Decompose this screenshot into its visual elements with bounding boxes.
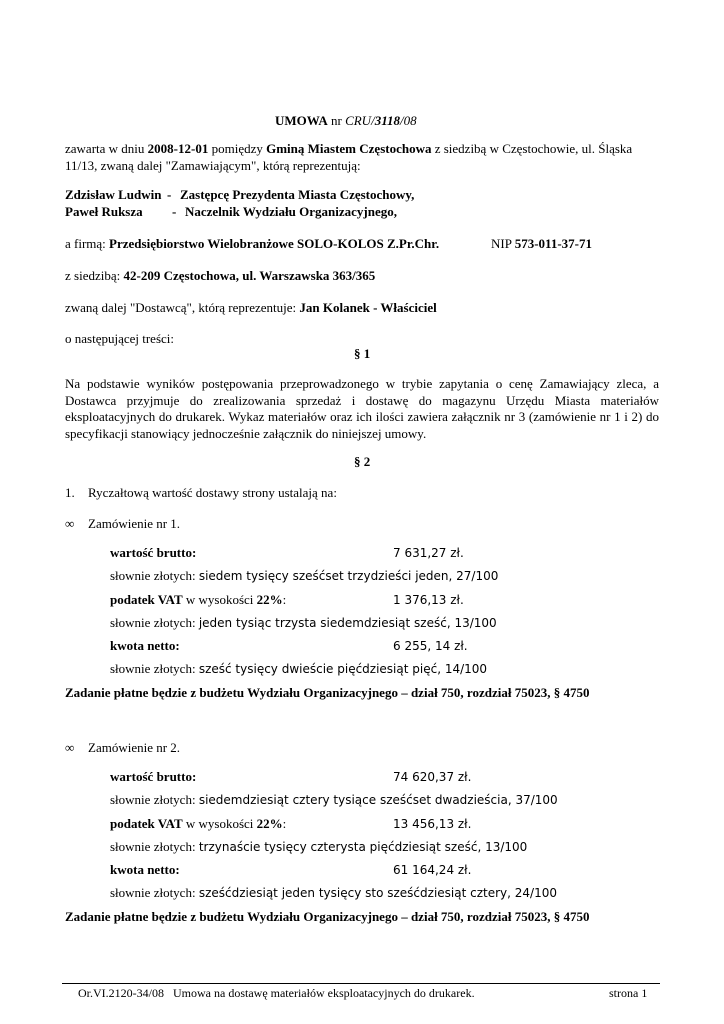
order-title: ∞ Zamówienie nr 1. [65, 516, 181, 531]
title-nr: nr [330, 113, 342, 128]
title-number: 3118 [374, 113, 400, 128]
net-label: kwota netto: [110, 638, 180, 653]
vat-words: słownie złotych: trzynaście tysięcy czterysta pięćdziesiąt sześć, 13/100 [110, 839, 528, 854]
budget-note: Zadanie płatne będzie z budżetu Wydziału Organizacyjnego – dział 750, rozdział 75023, § 4750 [65, 685, 590, 700]
representative-row: Paweł Ruksza - Naczelnik Wydziału Organizacyjnego, [65, 204, 397, 219]
company-line: a firmą: Przedsiębiorstwo Wielobranżowe SOLO-KOLOS Z.Pr.Chr. [65, 236, 440, 251]
vat-label: podatek VAT w wysokości 22%: [110, 816, 287, 831]
gross-words: słownie złotych: siedemdziesiąt cztery tysiące sześćset dwadzieścia, 37/100 [110, 792, 558, 807]
gross-label: wartość brutto: [110, 545, 197, 560]
gross-value: 7 631,27 zł. [393, 546, 464, 560]
section-2-heading: § 2 [354, 454, 371, 469]
party-name: Gminą Miastem Częstochowa [266, 141, 432, 156]
contract-date: 2008-12-01 [147, 141, 209, 156]
title-prefix: CRU/ [345, 113, 375, 128]
bullet-icon: ∞ [65, 516, 75, 531]
footer-reference: Or.VI.2120-34/08 Umowa na dostawę materiałów eksploatacyjnych do drukarek. [78, 986, 475, 1000]
title-label: UMOWA [275, 113, 328, 128]
net-words: słownie złotych: sześćdziesiąt jeden tysięcy sto sześćdziesiąt cztery, 24/100 [110, 885, 557, 900]
representative-role: Naczelnik Wydziału Organizacyjnego, [185, 204, 397, 219]
nip-number: 573-011-37-71 [514, 236, 592, 251]
order-title: ∞ Zamówienie nr 2. [65, 740, 181, 755]
net-value: 6 255, 14 zł. [393, 639, 468, 653]
supplier-line: zwaną dalej "Dostawcą", którą reprezentuje: Jan Kolanek - Właściciel [65, 300, 437, 315]
company-nip: NIP 573-011-37-71 [491, 236, 592, 251]
intro-line-2: 11/13, zwaną dalej "Zamawiającym", którą reprezentują: [65, 158, 361, 173]
bullet-icon: ∞ [65, 740, 75, 755]
seat-address: 42-209 Częstochowa, ul. Warszawska 363/365 [123, 268, 376, 283]
budget-note: Zadanie płatne będzie z budżetu Wydziału Organizacyjnego – dział 750, rozdział 75023, § 4750 [65, 909, 590, 924]
company-name: Przedsiębiorstwo Wielobranżowe SOLO-KOLOS Z.Pr.Chr. [109, 236, 440, 251]
representative-name: Zdzisław Ludwin [65, 187, 162, 202]
section-1-heading: § 1 [354, 346, 371, 361]
seat-line: z siedzibą: 42-209 Częstochowa, ul. Warszawska 363/365 [65, 268, 376, 283]
section-2-point-1: 1. Ryczałtową wartość dostawy strony ustalają na: [65, 485, 337, 500]
supplier-representative: Jan Kolanek - Właściciel [299, 300, 437, 315]
representative-role: Zastępcę Prezydenta Miasta Częstochowy, [180, 187, 415, 202]
vat-rate: 22% [256, 592, 283, 607]
gross-value: 74 620,37 zł. [393, 770, 472, 784]
vat-rate: 22% [256, 816, 283, 831]
vat-value: 13 456,13 zł. [393, 817, 472, 831]
section-1-text: Na podstawie wyników postępowania przeprowadzonego w trybie zapytania o cenę Zamawiający zleca, a Dostawca przyjmuje do zrealizowania sprzedaż i dostawę do magazynu Urzędu Miasta materiałów eksploatacyjnych do drukarek. Wykaz materiałów oraz ich ilości zawiera załącznik nr 3 (zamówienie nr 1 i 2) do specyfikacji stanowiący jednocześnie załącznik do niniejszej umowy. [65, 376, 659, 441]
gross-words: słownie złotych: siedem tysięcy sześćset trzydzieści jeden, 27/100 [110, 568, 499, 583]
document-title [275, 113, 417, 129]
vat-words: słownie złotych: jeden tysiąc trzysta siedemdziesiąt sześć, 13/100 [110, 615, 497, 630]
vat-label: podatek VAT w wysokości 22%: [110, 592, 287, 607]
net-words: słownie złotych: sześć tysięcy dwieście pięćdziesiąt pięć, 14/100 [110, 661, 488, 676]
net-value: 61 164,24 zł. [393, 863, 472, 877]
footer-divider [62, 983, 660, 984]
title-suffix: /08 [399, 113, 417, 128]
net-label: kwota netto: [110, 862, 180, 877]
intro-line-1: zawarta w dniu 2008-12-01 pomiędzy Gminą Miastem Częstochowa z siedzibą w Częstochowie, ul. Śląska [65, 141, 633, 156]
gross-label: wartość brutto: [110, 769, 197, 784]
content-intro: o następującej treści: [65, 331, 175, 346]
representative-row: Zdzisław Ludwin - Zastępcę Prezydenta Miasta Częstochowy, [65, 187, 415, 202]
vat-value: 1 376,13 zł. [393, 593, 464, 607]
representative-name: Paweł Ruksza [65, 204, 143, 219]
page-number: strona 1 [609, 986, 648, 1000]
